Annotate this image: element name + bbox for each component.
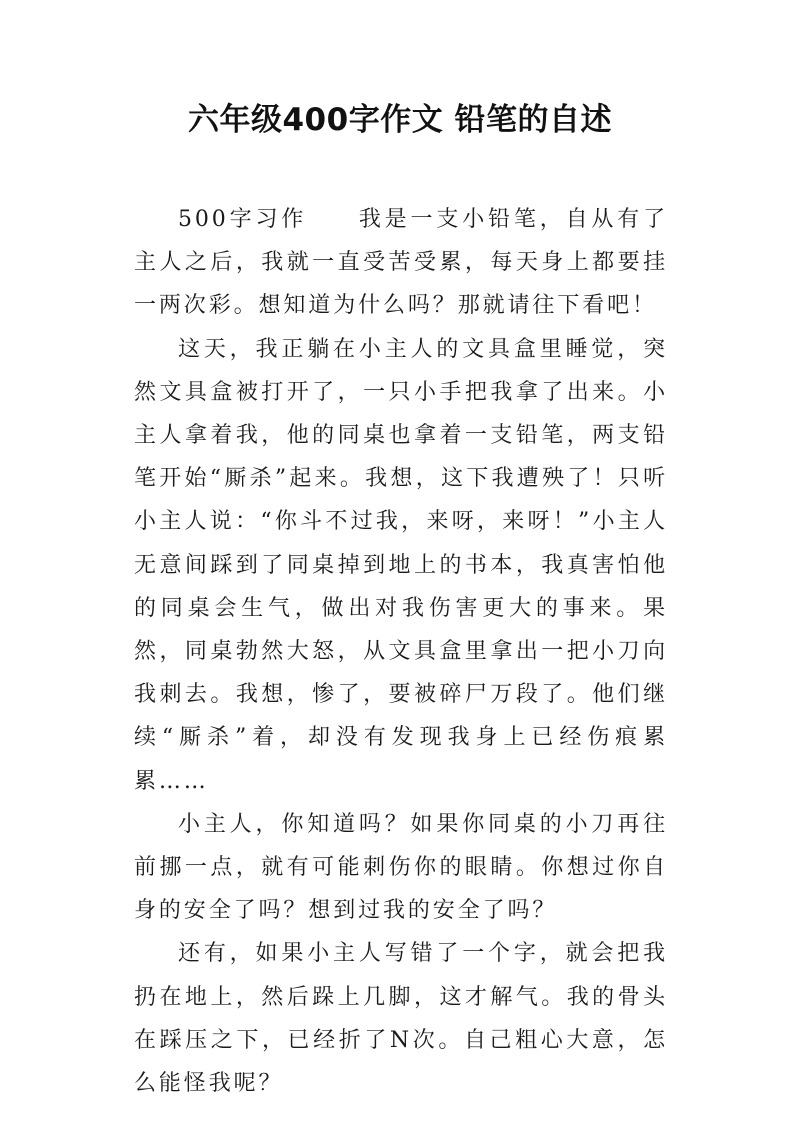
paragraph-text: 我是一支小铅笔，自从有了主人之后，我就一直受苦受累，每天身上都要挂一两次彩。想知道为什么吗？那就请往下看吧！ <box>134 207 668 319</box>
paragraph-2 <box>134 328 668 803</box>
paragraph-4 <box>134 932 668 1105</box>
paragraph-1 <box>134 198 668 328</box>
paragraph-text: 小主人，你知道吗？如果你同桌的小刀再往前挪一点，就有可能刺伤你的眼睛。你想过你自身的安全了吗？想到过我的安全了吗？ <box>134 811 668 924</box>
paragraph-text: 还有，如果小主人写错了一个字，就会把我扔在地上，然后跺上几脚，这才解气。我的骨头在踩压之下，已经折了N次。自己粗心大意，怎么能怪我呢？ <box>134 941 668 1097</box>
paragraph-text: 这天，我正躺在小主人的文具盒里睡觉，突然文具盒被打开了，一只小手把我拿了出来。小主人拿着我，他的同桌也拿着一支铅笔，两支铅笔开始“厮杀”起来。我想，这下我遭殃了！只听小主人说：“你斗不过我，来呀，来呀！”小主人无意间踩到了同桌掉到地上的书本，我真害怕他的同桌会生气，做出对我伤害更大的事来。果然，同桌勃然大怒，从文具盒里拿出一把小刀向我刺去。我想，惨了，要被碎尸万段了。他们继续“厮杀”着，却没有发现我身上已经伤痕累累…… <box>134 336 668 794</box>
essay-body <box>134 198 668 1105</box>
paragraph-lead: 500字习作 <box>178 207 359 232</box>
document-title: 六年级400字作文 铅笔的自述 <box>187 102 612 138</box>
paragraph-3 <box>134 803 668 933</box>
